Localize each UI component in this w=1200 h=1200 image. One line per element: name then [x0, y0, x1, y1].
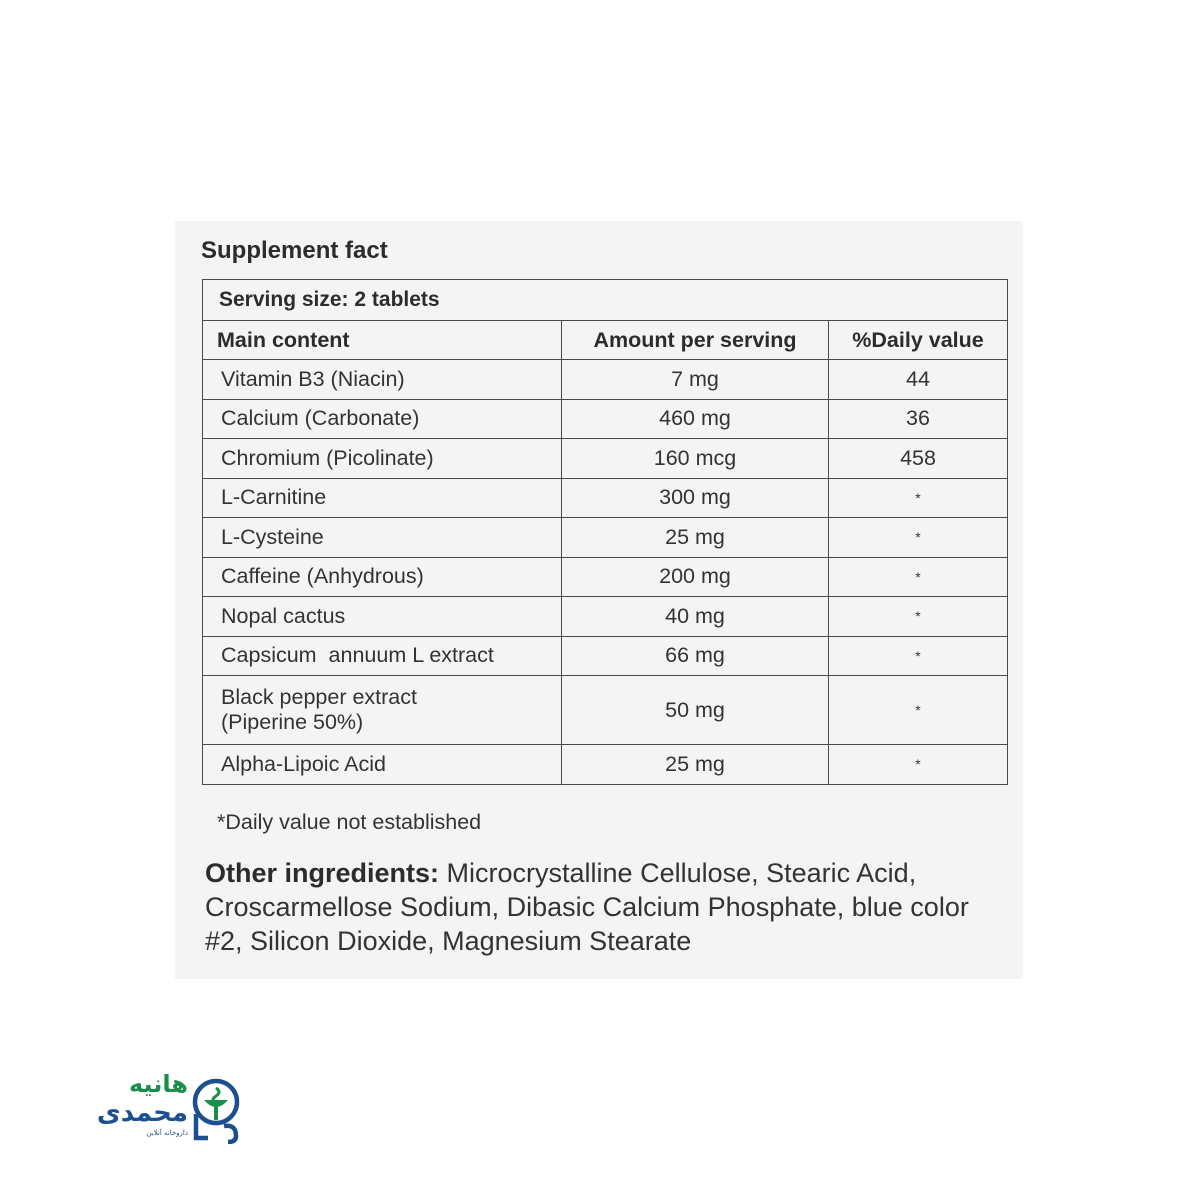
row-amount: 25 mg: [562, 745, 829, 785]
row-amount: 460 mg: [562, 399, 829, 439]
row-amount: 160 mcg: [562, 439, 829, 479]
table-row: [203, 399, 1008, 439]
header-daily-value: %Daily value: [829, 321, 1008, 360]
row-amount: 66 mg: [562, 636, 829, 676]
row-dv: 458: [829, 439, 1008, 479]
row-name: [203, 676, 562, 745]
row-amount: 200 mg: [562, 557, 829, 597]
supplement-label-card: [175, 221, 1023, 979]
row-name: Caffeine (Anhydrous): [203, 557, 562, 597]
serving-size-row: [203, 280, 1008, 321]
row-dv: *: [829, 636, 1008, 676]
table-row: [203, 557, 1008, 597]
logo-tagline: داروخانه آنلاین: [146, 1129, 188, 1137]
row-dv: *: [829, 745, 1008, 785]
row-amount: 25 mg: [562, 518, 829, 558]
row-dv: *: [829, 597, 1008, 637]
row-name: Chromium (Picolinate): [203, 439, 562, 479]
table-row: [203, 439, 1008, 479]
logo-name-line1: هانیه: [128, 1070, 188, 1098]
table-row: [203, 597, 1008, 637]
other-ingredients-label: Other ingredients:: [205, 858, 440, 888]
row-dv: 36: [829, 399, 1008, 439]
table-row: [203, 745, 1008, 785]
row-dv: *: [829, 518, 1008, 558]
row-amount: 300 mg: [562, 478, 829, 518]
table-row: [203, 676, 1008, 745]
row-name: Vitamin B3 (Niacin): [203, 360, 562, 400]
row-dv: *: [829, 676, 1008, 745]
other-ingredients-text: Microcrystalline Cellulose, Stearic Acid, Croscarmellose Sodium, Dibasic Calcium Phosphate, blue color #2, Silicon Dioxide, Magnesium Stearate: [205, 858, 969, 956]
row-name: Nopal cactus: [203, 597, 562, 637]
table-row: [203, 478, 1008, 518]
row-dv: *: [829, 478, 1008, 518]
logo-text: [60, 1070, 188, 1138]
row-dv: 44: [829, 360, 1008, 400]
row-amount: 7 mg: [562, 360, 829, 400]
row-amount: 40 mg: [562, 597, 829, 637]
table-row: [203, 360, 1008, 400]
row-name: L-Carnitine: [203, 478, 562, 518]
table-row: [203, 518, 1008, 558]
serving-size-text: Serving size: 2 tablets: [203, 280, 1008, 321]
supplement-facts-table: [202, 279, 1008, 785]
row-name: Alpha-Lipoic Acid: [203, 745, 562, 785]
row-dv: *: [829, 557, 1008, 597]
row-amount: 50 mg: [562, 676, 829, 745]
row-name-line1: Black pepper extract: [221, 685, 417, 709]
row-name: Capsicum annuum L extract: [203, 636, 562, 676]
table-row: [203, 636, 1008, 676]
header-main-content: Main content: [203, 321, 562, 360]
row-name-line2: (Piperine 50%): [221, 710, 364, 734]
row-name: Calcium (Carbonate): [203, 399, 562, 439]
pharmacy-emblem-icon: [190, 1074, 252, 1144]
table-header-row: [203, 321, 1008, 360]
pharmacy-logo: [60, 1070, 260, 1150]
supplement-title: Supplement fact: [201, 237, 388, 264]
header-amount: Amount per serving: [562, 321, 829, 360]
other-ingredients: [205, 856, 1005, 958]
daily-value-footnote: *Daily value not established: [217, 810, 482, 834]
row-name: L-Cysteine: [203, 518, 562, 558]
logo-name-line2: محمدی: [96, 1098, 188, 1128]
